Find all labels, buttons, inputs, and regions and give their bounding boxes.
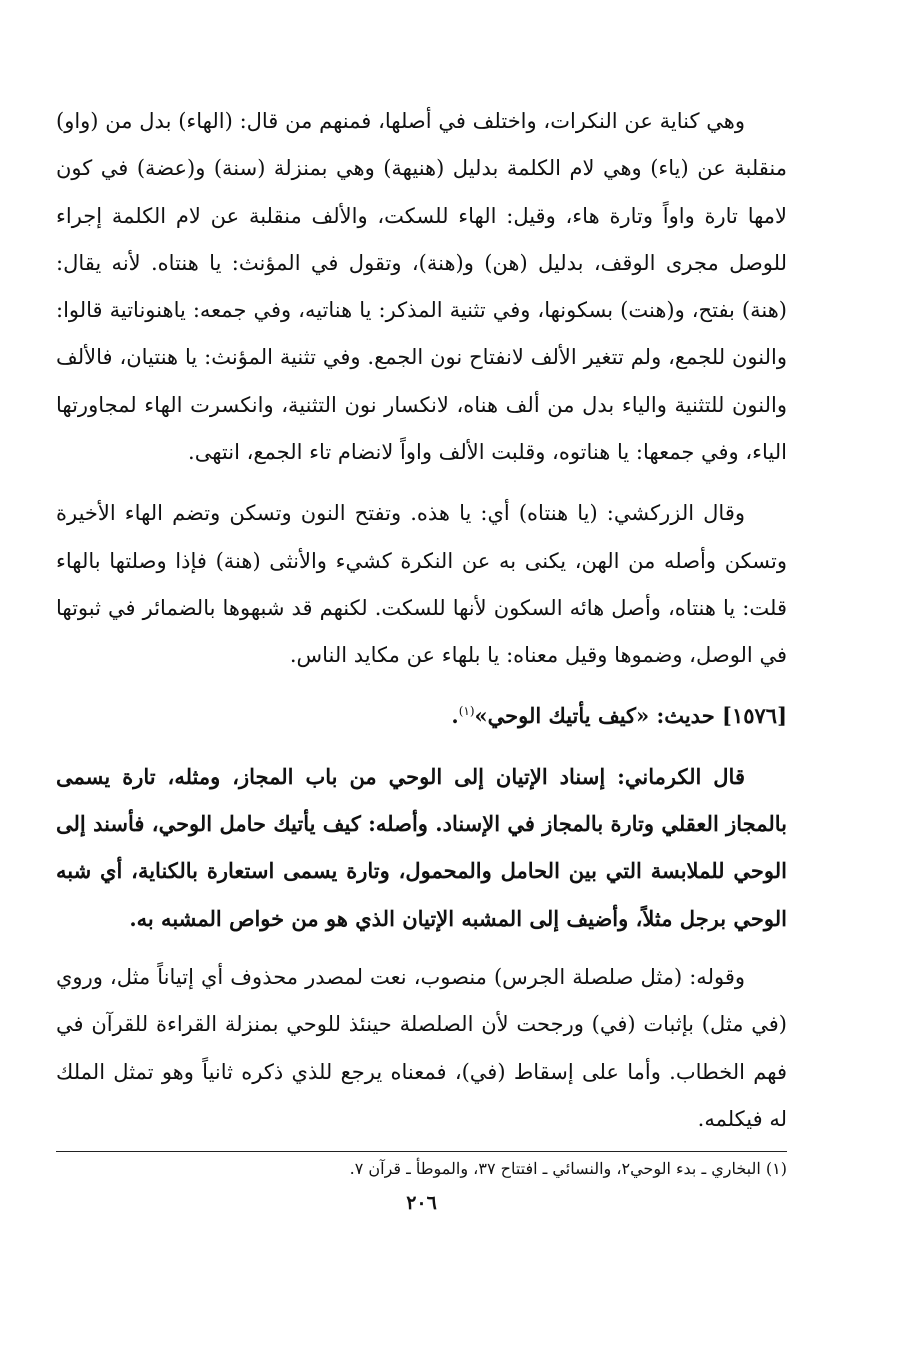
paragraph-zarkashi: وقال الزركشي: (يا هنتاه) أي: يا هذه. وتفتح النون وتسكن وتضم الهاء الأخيرة وتسكن وأصله من الهن، يكنى به عن النكرة كشيء والأنثى (هنة) فإذا وصلتها بالهاء قلت: يا هنتاه، وأصل هائه السكون لأنها للسكت. لكنهم قد شبهوها بالضمائر في ثبوتها في الوصل، وضموها وقيل معناه: يا بلهاء عن مكايد الناس. — [56, 501, 787, 668]
hadith-heading — [56, 692, 787, 739]
paragraph-kirmani: قال الكرماني: إسناد الإتيان إلى الوحي من باب المجاز، ومثله، تارة يسمى بالمجاز العقلي وتارة بالمجاز في الإسناد. وأصله: كيف يأتيك حامل الوحي، فأسند إلى الوحي للملابسة التي بين الحامل والمحمول، وتارة يسمى استعارة بالكناية، أي شبه الوحي برجل مثلاً، وأضيف إلى المشبه الإتيان الذي هو من خواص المشبه به. — [56, 763, 787, 931]
paragraph-salsalat-al-jaras: وقوله: (مثل صلصلة الجرس) منصوب، نعت لمصدر محذوف أي إتياناً مثل، وروي (في مثل) بإثبات (في) ورجحت لأن الصلصلة حينئذ للوحي بمنزلة القراءة للقرآن في فهم الخطاب. وأما على إسقاط (في)، فمعناه يرجع للذي ذكره ثانياً وهو تمثل الملك له فيكلمه. — [56, 965, 787, 1131]
hadith-heading-text: [١٥٧٦] حديث: «كيف يأتيك الوحي» — [474, 702, 787, 728]
footnote: (١) البخاري ـ بدء الوحي٢، والنسائي ـ افتتاح ٣٧، والموطأ ـ قرآن ٧. — [349, 1159, 787, 1179]
footnote-divider — [56, 1151, 787, 1152]
page-number: ٢٠٦ — [406, 1192, 437, 1215]
hadith-heading-period: . — [451, 702, 459, 728]
paragraph-hunatah-explanation: وهي كناية عن النكرات، واختلف في أصلها، فمنهم من قال: (الهاء) بدل من (واو) منقلبة عن (ياء) وهي لام الكلمة بدليل (هنيهة) وهي بمنزلة (سنة) و(عضة) في كون لامها تارة واواً وتارة هاء، وقيل: الهاء للسكت، والألف منقلبة عن لام الكلمة إجراء للوصل مجرى الوقف، بدليل (هن) و(هنة)، وتقول في المؤنث: يا هنتاه. لأنه يقال: (هنة) بفتح، و(هنت) بسكونها، وفي تثنية المذكر: يا هناتيه، وفي جمعه: ياهنوناتية قالوا: والنون للجمع، ولم تتغير الألف لانفتاح نون الجمع. وفي تثنية المؤنث: يا هنتيان، فالألف والنون للتثنية والياء بدل من ألف هناه، لانكسار نون التثنية، وانكسرت الهاء لمجاورتها الياء، وفي جمعها: يا هناتوه، وقلبت الألف واواً لانضام تاء الجمع، انتهى. — [56, 109, 787, 465]
footnote-marker: (١) — [458, 703, 475, 718]
